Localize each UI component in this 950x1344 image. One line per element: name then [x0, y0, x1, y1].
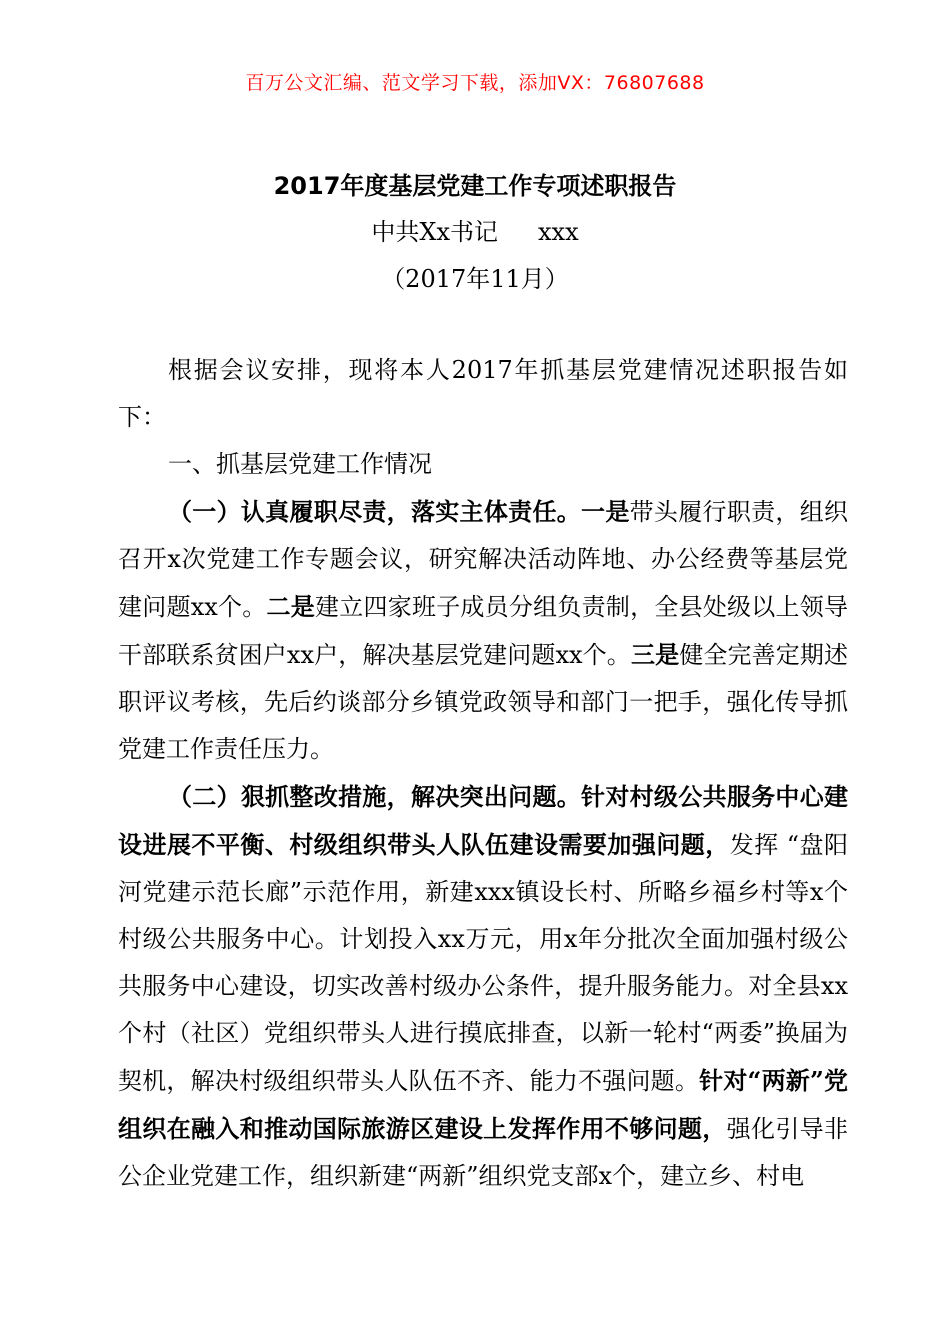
- item-text: 建立四家班子成员分组负责制，全县处级以上领导干部联系贫困户xx户，解决基层党建问题xx个。: [118, 593, 849, 669]
- paragraph-rectification: [118, 773, 848, 1200]
- item-marker: 二是: [266, 592, 315, 621]
- paragraph-heading: （二）狠抓整改措施，解决突出问题。: [168, 782, 582, 811]
- section-heading: 一、抓基层党建工作情况: [168, 450, 432, 478]
- item-marker: 一是: [581, 497, 630, 526]
- item-marker: 三是: [630, 640, 680, 669]
- issue-text: 发挥 “盘阳河党建示范长廊”示范作用，新建xxx镇设长村、所略乡福乡村等x个村级公共服务中心。计划投入xx万元，用x年分批次全面加强村级公共服务中心建设，切实改善村级办公条件，提升服务能力。对全县xx个村（社区）党组织带头人进行摸底排查，以新一轮村“两委”换届为契机，解决村级组织带头人队伍不齐、能力不强问题。: [118, 831, 848, 1095]
- author-org: 中共Xx书记: [371, 218, 498, 246]
- author-line: [0, 212, 950, 247]
- author-name: xxx: [538, 218, 579, 246]
- issue-heading: 针对村级公共服务中心建设进展不平衡、村级组织带头人队伍建设需要加强问题，: [118, 782, 849, 859]
- paragraph-duty: [118, 488, 848, 773]
- item-text: 带头履行职责，组织召开x次党建工作专题会议，研究解决活动阵地、办公经费等基层党建问题xx个。: [118, 498, 849, 621]
- paragraph-heading: （一）认真履职尽责，落实主体责任。: [168, 497, 582, 526]
- item-text: 健全完善定期述职评议考核，先后约谈部分乡镇党政领导和部门一把手，强化传导抓党建工作责任压力。: [118, 641, 849, 763]
- issue-heading: 针对“两新”党组织在融入和推动国际旅游区建设上发挥作用不够问题，: [118, 1066, 849, 1143]
- issue-text: 强化引导非公企业党建工作，组织新建“两新”组织党支部x个，建立乡、村电: [118, 1115, 849, 1190]
- watermark-banner: 百万公文汇编、范文学习下载，添加VX：76807688: [245, 72, 705, 94]
- document-body: [118, 347, 848, 1200]
- document-date: （2017年11月）: [381, 265, 569, 293]
- document-title: 2017年度基层党建工作专项述职报告: [273, 172, 677, 200]
- intro-paragraph: 根据会议安排，现将本人2017年抓基层党建情况述职报告如下：: [118, 356, 848, 431]
